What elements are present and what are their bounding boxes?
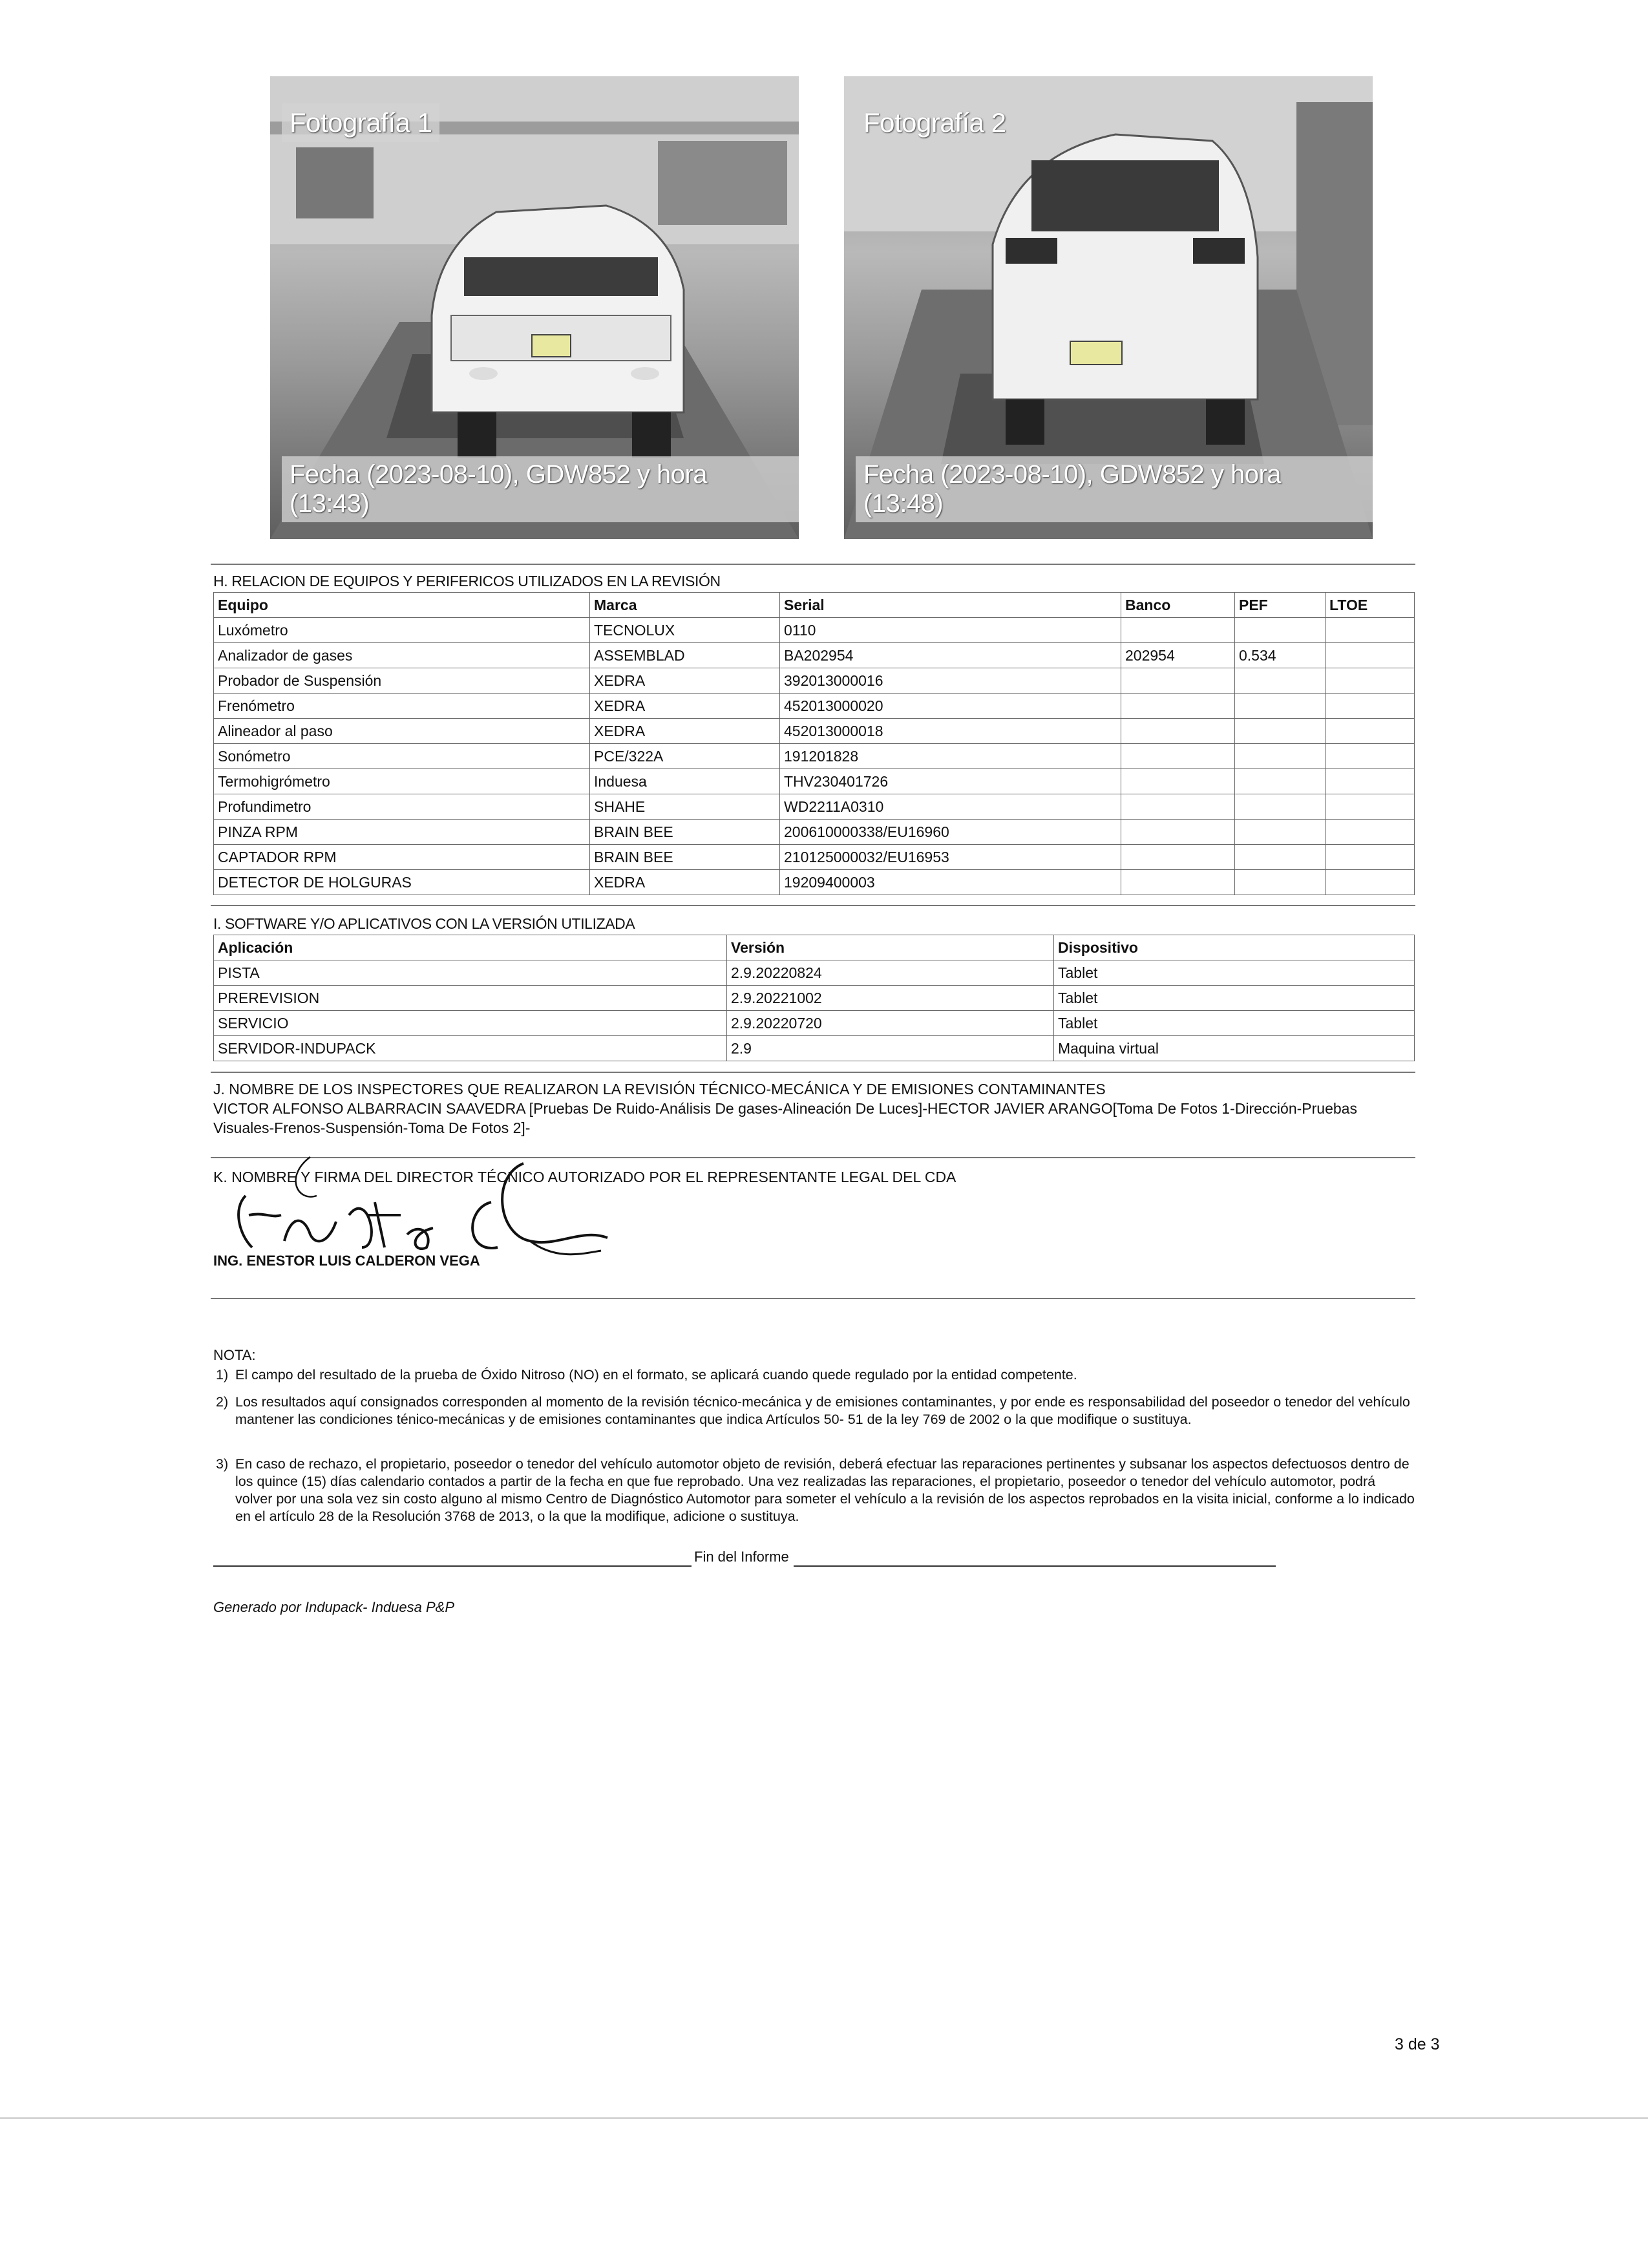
table-cell [1235, 744, 1326, 769]
table-cell [1326, 820, 1415, 845]
table-row [214, 618, 1415, 643]
table-row [214, 769, 1415, 794]
section-h-title: H. RELACION DE EQUIPOS Y PERIFERICOS UTILIZADOS EN LA REVISIÓN [213, 573, 721, 589]
table-row [214, 1036, 1415, 1061]
table-cell: 452013000020 [780, 694, 1121, 719]
note-3-number: 3) [216, 1456, 229, 1472]
photo-2-label: Fotografía 2 [856, 103, 1013, 142]
photo-1-label: Fotografía 1 [282, 103, 439, 142]
table-cell: Tablet [1054, 986, 1415, 1011]
table-cell: SHAHE [590, 794, 780, 820]
table-cell: 200610000338/EU16960 [780, 820, 1121, 845]
table-cell [1235, 719, 1326, 744]
table-cell: DETECTOR DE HOLGURAS [214, 870, 590, 895]
table-cell: BRAIN BEE [590, 820, 780, 845]
table-row [214, 820, 1415, 845]
table-row [214, 1011, 1415, 1036]
table-cell [1326, 618, 1415, 643]
equipment-table [213, 592, 1415, 895]
end-line-right [794, 1565, 1276, 1567]
table-cell: CAPTADOR RPM [214, 845, 590, 870]
director-name: ING. ENESTOR LUIS CALDERON VEGA [213, 1253, 480, 1269]
table-cell: Sonómetro [214, 744, 590, 769]
table-row [214, 744, 1415, 769]
end-line-left [213, 1565, 692, 1567]
table-row [214, 668, 1415, 694]
table-cell: XEDRA [590, 719, 780, 744]
section-j-title: J. NOMBRE DE LOS INSPECTORES QUE REALIZARON LA REVISIÓN TÉCNICO-MECÁNICA Y DE EMISIONES CONTAMINANTES [213, 1081, 1106, 1097]
equipment-header-cell: Banco [1121, 593, 1235, 618]
table-cell [1235, 694, 1326, 719]
photo-1 [270, 76, 799, 539]
table-row [214, 986, 1415, 1011]
table-cell [1121, 618, 1235, 643]
inspectors-line-2: Visuales-Frenos-Suspensión-Toma De Fotos 2]- [213, 1119, 531, 1136]
director-signature [220, 1150, 620, 1267]
table-row [214, 719, 1415, 744]
table-cell: 2.9.20221002 [727, 986, 1054, 1011]
table-cell [1121, 744, 1235, 769]
table-cell [1121, 769, 1235, 794]
note-2-text: Los resultados aquí consignados corresponden al momento de la revisión técnico-mecánica y de emisiones contaminantes, y por ende es responsabilidad del poseedor o tenedor del vehículo mantener las condiciones ténico-mecánicas y de emisiones contaminantes que indica Artículos 50- 51 de la ley 769 de 2002 o la que modifique o sustituya. [235, 1394, 1410, 1427]
table-cell [1121, 694, 1235, 719]
table-cell: 2.9 [727, 1036, 1054, 1061]
table-cell [1235, 618, 1326, 643]
table-cell: 2.9.20220824 [727, 960, 1054, 986]
generated-by-footer: Generado por Indupack- Induesa P&P [213, 1599, 455, 1615]
table-cell [1326, 870, 1415, 895]
table-cell [1235, 820, 1326, 845]
table-cell: SERVICIO [214, 1011, 727, 1036]
table-cell [1326, 719, 1415, 744]
divider [211, 905, 1415, 906]
table-cell: 392013000016 [780, 668, 1121, 694]
table-row [214, 845, 1415, 870]
table-cell [1235, 794, 1326, 820]
table-row [214, 794, 1415, 820]
photo-2 [844, 76, 1373, 539]
table-cell [1121, 870, 1235, 895]
equipment-header-cell: Serial [780, 593, 1121, 618]
table-cell: PINZA RPM [214, 820, 590, 845]
table-cell [1326, 769, 1415, 794]
equipment-header-cell: Marca [590, 593, 780, 618]
table-cell: Alineador al paso [214, 719, 590, 744]
scan-edge [0, 2117, 1648, 2119]
table-cell: Induesa [590, 769, 780, 794]
photo-2-caption: Fecha (2023-08-10), GDW852 y hora (13:48) [856, 456, 1373, 522]
software-header-cell: Aplicación [214, 935, 727, 960]
table-row [214, 694, 1415, 719]
table-cell: 191201828 [780, 744, 1121, 769]
table-cell [1121, 820, 1235, 845]
table-cell: Maquina virtual [1054, 1036, 1415, 1061]
divider [211, 564, 1415, 565]
table-cell [1326, 794, 1415, 820]
table-cell [1121, 845, 1235, 870]
photo-1-caption: Fecha (2023-08-10), GDW852 y hora (13:43) [282, 456, 799, 522]
note-2-number: 2) [216, 1394, 229, 1410]
inspectors-line-1: VICTOR ALFONSO ALBARRACIN SAAVEDRA [Pruebas De Ruido-Análisis De gases-Alineación De Luces]-HECTOR JAVIER ARANGO[Toma De Fotos 1-Dirección-Pruebas [213, 1100, 1357, 1117]
table-cell: Luxómetro [214, 618, 590, 643]
table-cell: 452013000018 [780, 719, 1121, 744]
note-3 [213, 1456, 1415, 1525]
table-cell [1326, 744, 1415, 769]
table-cell: PREREVISION [214, 986, 727, 1011]
section-i-title: I. SOFTWARE Y/O APLICATIVOS CON LA VERSIÓN UTILIZADA [213, 915, 635, 932]
table-cell [1121, 719, 1235, 744]
table-cell: SERVIDOR-INDUPACK [214, 1036, 727, 1061]
table-cell: XEDRA [590, 870, 780, 895]
table-cell: TECNOLUX [590, 618, 780, 643]
table-cell: PCE/322A [590, 744, 780, 769]
table-cell: WD2211A0310 [780, 794, 1121, 820]
table-cell [1326, 845, 1415, 870]
table-cell: 0.534 [1235, 643, 1326, 668]
table-cell: THV230401726 [780, 769, 1121, 794]
section-k-title: K. NOMBRE Y FIRMA DEL DIRECTOR TÉCNICO AUTORIZADO POR EL REPRESENTANTE LEGAL DEL CDA [213, 1169, 956, 1185]
note-1 [213, 1366, 1415, 1384]
table-cell: Frenómetro [214, 694, 590, 719]
table-cell [1235, 668, 1326, 694]
table-cell: 19209400003 [780, 870, 1121, 895]
table-cell [1326, 643, 1415, 668]
table-cell: Termohigrómetro [214, 769, 590, 794]
table-cell: XEDRA [590, 694, 780, 719]
equipment-header-cell: Equipo [214, 593, 590, 618]
equipment-header-cell: LTOE [1326, 593, 1415, 618]
table-row [214, 870, 1415, 895]
table-cell [1235, 769, 1326, 794]
table-cell: 210125000032/EU16953 [780, 845, 1121, 870]
table-cell: BA202954 [780, 643, 1121, 668]
equipment-header-row [214, 593, 1415, 618]
table-cell: ASSEMBLAD [590, 643, 780, 668]
table-cell: Tablet [1054, 960, 1415, 986]
table-cell [1235, 845, 1326, 870]
equipment-header-cell: PEF [1235, 593, 1326, 618]
table-cell: Tablet [1054, 1011, 1415, 1036]
table-cell: PISTA [214, 960, 727, 986]
table-cell [1326, 694, 1415, 719]
table-row [214, 960, 1415, 986]
table-cell: 202954 [1121, 643, 1235, 668]
table-cell: 0110 [780, 618, 1121, 643]
note-3-text: En caso de rechazo, el propietario, poseedor o tenedor del vehículo automotor objeto de revisión, deberá efectuar las reparaciones pertinentes y subsanar los aspectos defectuosos dentro de los quince (15) días calendario contados a partir de la fecha en que fue reprobado. Una vez realizadas las reparaciones, el propietario, poseedor o tenedor del vehículo automotor, podrá volver por una sola vez sin costo alguno al mismo Centro de Diagnóstico Automotor para someter el vehículo a la revisión de los aspectos reprobados en la visita inicial, conforme a lo indicado en el artículo 28 de la Resolución 3768 de 2013, o la que la modifique, adicione o sustituya. [235, 1456, 1415, 1524]
table-cell: 2.9.20220720 [727, 1011, 1054, 1036]
note-1-text: El campo del resultado de la prueba de Óxido Nitroso (NO) en el formato, se aplicará cuando quede regulado por la entidad competente. [235, 1367, 1077, 1383]
table-cell [1121, 794, 1235, 820]
note-1-number: 1) [216, 1367, 229, 1383]
software-header-cell: Versión [727, 935, 1054, 960]
divider [211, 1298, 1415, 1299]
table-cell: BRAIN BEE [590, 845, 780, 870]
table-cell: Analizador de gases [214, 643, 590, 668]
software-header-row [214, 935, 1415, 960]
table-cell [1326, 668, 1415, 694]
table-cell [1121, 668, 1235, 694]
software-header-cell: Dispositivo [1054, 935, 1415, 960]
end-of-report-text: Fin del Informe [694, 1549, 789, 1565]
table-cell: Profundimetro [214, 794, 590, 820]
table-row [214, 643, 1415, 668]
software-table [213, 935, 1415, 1061]
divider [211, 1072, 1415, 1073]
table-cell: XEDRA [590, 668, 780, 694]
page-number: 3 de 3 [1395, 2035, 1440, 2053]
table-cell: Probador de Suspensión [214, 668, 590, 694]
table-cell [1235, 870, 1326, 895]
notes-heading: NOTA: [213, 1347, 256, 1363]
note-2 [213, 1394, 1415, 1428]
